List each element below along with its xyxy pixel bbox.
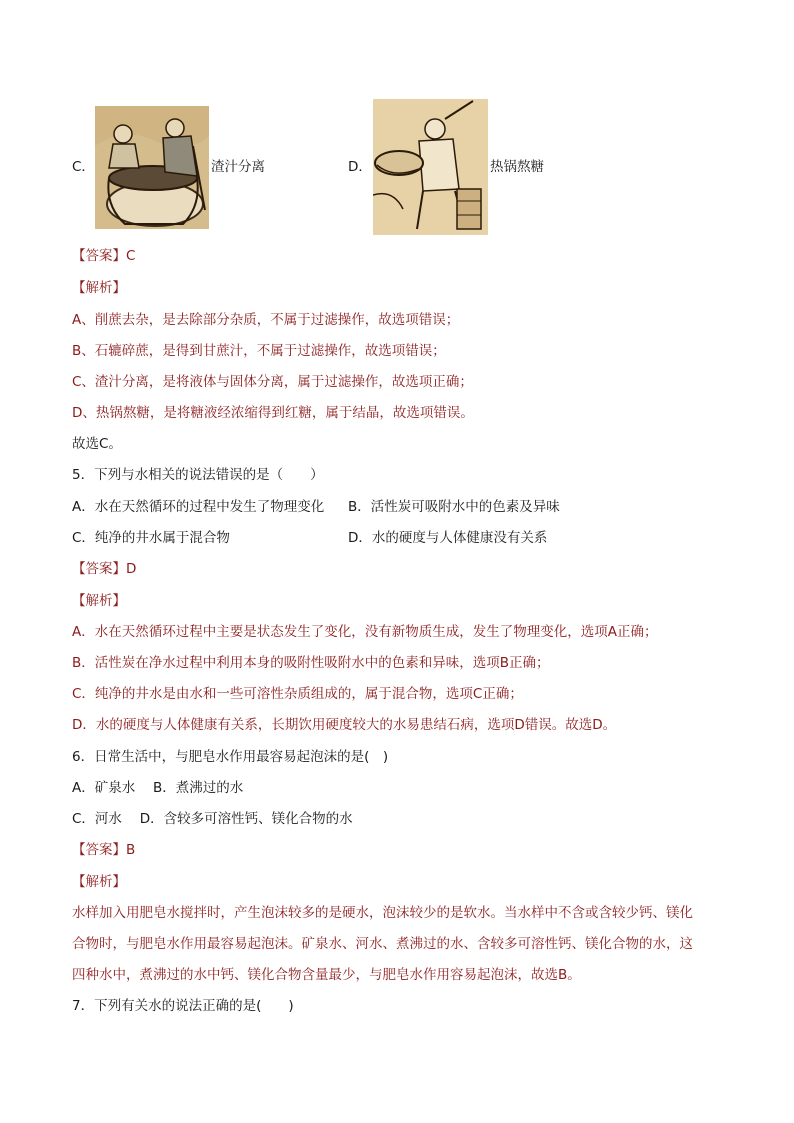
- option-d-letter: D．: [348, 159, 372, 175]
- q5-analysis-line: C．纯净的井水是由水和一些可溶性杂质组成的，属于混合物，选项C正确；: [72, 686, 523, 702]
- option-d-illustration: [373, 99, 488, 235]
- q4-analysis-line: A、削蔗去杂，是去除部分杂质，不属于过滤操作，故选项错误；: [72, 312, 460, 328]
- q5-answer: 【答案】D: [72, 561, 137, 577]
- q6-options-row-2: C．河水 D．含较多可溶性钙、镁化合物的水: [72, 811, 353, 827]
- option-c-caption: 渣汁分离: [211, 159, 265, 175]
- q5-stem: 5．下列与水相关的说法错误的是（ ）: [72, 467, 324, 483]
- q6-analysis-label: 【解析】: [72, 874, 126, 890]
- option-d-caption: 热锅熬糖: [490, 159, 544, 175]
- q5-option-c: C．纯净的井水属于混合物: [72, 530, 230, 546]
- q5-option-b: B．活性炭可吸附水中的色素及异味: [348, 499, 560, 515]
- q4-conclusion: 故选C。: [72, 436, 122, 452]
- q4-answer: 【答案】C: [72, 248, 136, 264]
- q5-analysis-line: A．水在天然循环过程中主要是状态发生了变化，没有新物质生成，发生了物理变化，选项A正确；: [72, 624, 658, 640]
- q5-option-a: A．水在天然循环的过程中发生了物理变化: [72, 499, 325, 515]
- q4-analysis-line: C、渣汁分离，是将液体与固体分离，属于过滤操作，故选项正确；: [72, 374, 473, 390]
- q4-analysis-label: 【解析】: [72, 280, 126, 296]
- q6-analysis-line: 合物时，与肥皂水作用最容易起泡沫。矿泉水、河水、煮沸过的水、含较多可溶性钙、镁化合物的水，这: [72, 936, 693, 952]
- q6-analysis-line: 水样加入用肥皂水搅拌时，产生泡沫较多的是硬水，泡沫较少的是软水。当水样中不含或含较少钙、镁化: [72, 905, 693, 921]
- q5-option-d: D．水的硬度与人体健康没有关系: [348, 530, 548, 546]
- option-c-letter: C．: [72, 159, 95, 175]
- q5-analysis-line: D．水的硬度与人体健康有关系，长期饮用硬度较大的水易患结石病，选项D错误。故选D。: [72, 717, 617, 733]
- option-c-illustration: [95, 106, 209, 229]
- q5-analysis-label: 【解析】: [72, 593, 126, 609]
- q6-options-row-1: A．矿泉水 B．煮沸过的水: [72, 780, 244, 796]
- q6-analysis-line: 四种水中，煮沸过的水中钙、镁化合物含量最少，与肥皂水作用容易起泡沫，故选B。: [72, 967, 581, 983]
- q6-answer: 【答案】B: [72, 842, 136, 858]
- q7-stem: 7．下列有关水的说法正确的是( ): [72, 998, 294, 1014]
- q6-stem: 6．日常生活中，与肥皂水作用最容易起泡沫的是( ): [72, 749, 389, 765]
- q4-analysis-line: B、石辘碎蔗，是得到甘蔗汁，不属于过滤操作，故选项错误；: [72, 343, 446, 359]
- q4-analysis-line: D、热锅熬糖，是将糖液经浓缩得到红糖，属于结晶，故选项错误。: [72, 405, 474, 421]
- q5-analysis-line: B．活性炭在净水过程中利用本身的吸附性吸附水中的色素和异味，选项B正确；: [72, 655, 550, 671]
